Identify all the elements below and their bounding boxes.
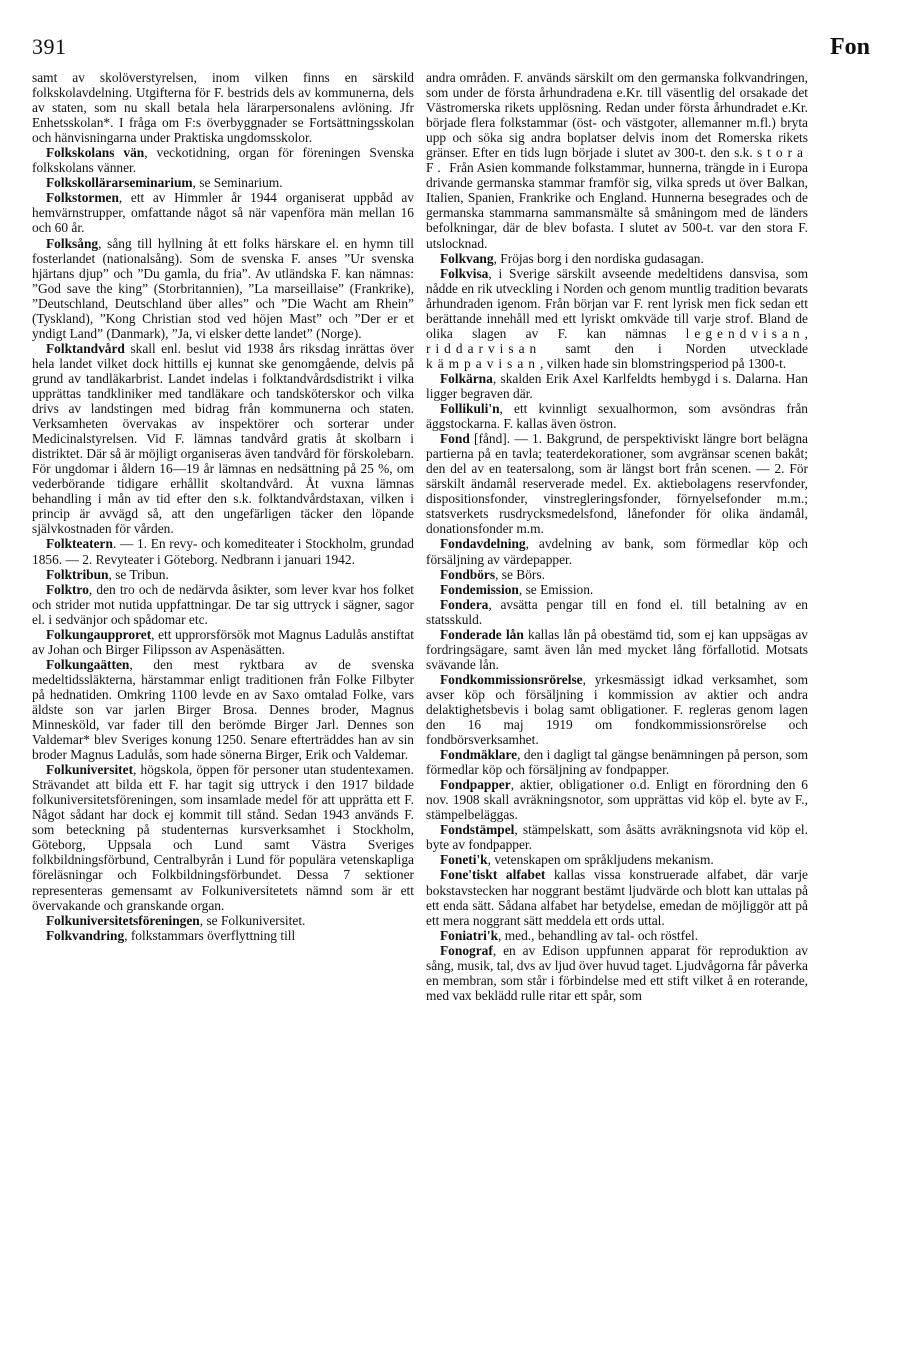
entry: Follikuli'n, ett kvinnligt sexualhormon, som avsöndras från äggstockarna. F. kallas även östron.: [426, 401, 808, 432]
entry-text: se Emission.: [525, 581, 594, 597]
entry: Folkvandring, folkstammars överflyttning till: [46, 927, 296, 943]
entry: [426, 431, 808, 536]
entry-text: stämpelskatt, som åsätts avräkningsnota vid köp el. byte av fondpapper.: [426, 822, 809, 853]
entry: Folksång, sång till hyllning åt ett folks härskare el. en hymn till fosterlandet (nationalsång). Som de svenska F. anses ”Ur svenska hjärtans djup” och ”Du gamla, du fria”. Av utländska F. kan nämnas: ”God save the king” (Storbritannien), ”La marseillaise” (Frankrike), ”Deutschland, Deutschland über alles” och ”Die Wacht am Rhein” (Tyskland), ”Kong Christian stod ved höjen Mast” och ”Der er et yndigt Land” (Danmark), ”Ja, vi elsker dette landet” (Norge).: [32, 235, 414, 341]
entry-headword: Folkuniversitetsföreningen: [46, 912, 200, 928]
entry: Foneti'k, vetenskapen om språkljudens mekanism.: [440, 852, 714, 868]
entry-text: skall enl. beslut vid 1938 års riksdag inrättas över hela landet vilket dock hittills ej kunnat ske genomgående, delvis på grund av tandläkarbrist. Landet indelas i folktandvårdsdistrikt i vilka upprättas tandkliniker med tandläkare och tandsköterskor och vilka drivs av landstingen med bidrag från kommunerna och staten. Verksamheten övervakas av inspektörer och sorterar under Medicinalstyrelsen. Vid F. lämnas tandvård gratis åt skolbarn i distriktet. Där så är möjligt organiseras även tandvård för förskolebarn. För ungdomar i åldern 16—19 år lämnas en nedsättning på 25 %, om vederbörande tidigare erhållit skoltandvård. Åt vuxna lämnas behandling i mån av tid efter den s.k. folktandvårdstaxan, vilken i princip är avvägd så, att den ungefärligen täcker den löpande självkostnaden för vården.: [32, 340, 414, 537]
entry-headword: Folkvandring: [46, 927, 125, 943]
entry-text: veckotidning, organ för föreningen Svenska folkskolans vänner.: [32, 145, 415, 176]
entry-headword: Folkteatern: [46, 536, 113, 552]
entry-headword: Follikuli'n: [440, 401, 500, 417]
entry-text: folkstammars överflyttning till: [130, 927, 296, 943]
entry: Fondstämpel, stämpelskatt, som åsätts avräkningsnota vid köp el. byte av fondpapper.: [426, 822, 809, 853]
entry: Folktribun, se Tribun.: [46, 566, 169, 582]
page-number: 391: [32, 34, 67, 59]
entry-headword: Foniatri'k: [440, 927, 499, 943]
entry-text: samt av skolöverstyrelsen, inom vilken finns en särskild folkskolavdelning. Utgifterna för F. bestrids dels av kommunerna, dels av staten, som nu skall betala hela lärarpersonalens avlöning. Jfr Enhetsskolan*. I fråga om F:s överbyggnader se Fortsättningsskolan och hänvisningarna under Praktiska ungdomsskolor.: [32, 70, 414, 146]
left-column: [32, 70, 414, 943]
entry-text: se Folkuniversitet.: [206, 912, 306, 928]
entry-headword: Folkuniversitet: [46, 762, 134, 778]
entry: Folkärna, skalden Erik Axel Karlfeldts hembygd i s. Dalarna. Han ligger begraven där.: [426, 370, 808, 401]
entry-headword: Folkvisa: [440, 265, 489, 281]
right-column: [426, 70, 808, 1003]
entry-headword: Fondstämpel: [440, 822, 515, 838]
entry-headword: Folksång: [46, 235, 99, 251]
entry: Folkskolans vän, veckotidning, organ för föreningen Svenska folkskolans vänner.: [32, 145, 415, 176]
entry: Fondavdelning, avdelning av bank, som förmedlar köp och försäljning av värdepapper.: [426, 536, 808, 567]
entry: Folkuniversitetsföreningen, se Folkuniversitet.: [46, 912, 306, 928]
entry-headword: Folkstormen: [46, 190, 119, 206]
entry-headword: Fone'tiskt alfabet: [440, 867, 546, 883]
entry-headword: Fondavdelning: [440, 536, 526, 552]
entry: Folkvisa, i Sverige särskilt avseende medeltidens dansvisa, som nådde en rik utveckling i Norden och genom muntlig tradition bevarats århundraden igenom. Från början var F. rent lyrisk men fick sedan ett berättande innehåll med ett lyriskt omkväde till varje strof. Bland de olika slagen av F. kan nämnas legendvisan, riddarvisan samt den i Norden utvecklade kämpavisan, vilken hade sin blomstringsperiod på 1300-t.: [426, 265, 809, 371]
entry: [426, 867, 808, 927]
entry-headword: Fonderade lån: [440, 626, 524, 642]
entry: Fondkommissionsrörelse, yrkesmässigt idkad verksamhet, som avser köp och försäljning i kommission av aktier och andra delaktighetsbevis i bolag samt obligationer. F. regleras genom lagen den 16 maj 1919 om fondkommissionsrörelse och fondbörsverksamhet.: [426, 671, 808, 748]
running-head: Fon: [829, 34, 870, 60]
entry-text: kallas lån på obestämd tid, som ej kan uppsägas av fordringsägare, samt även lån med mycket lång förfallotid. Motsats svävande lån.: [426, 626, 809, 672]
entry: Fonograf, en av Edison uppfunnen apparat för reproduktion av sång, musik, tal, dvs av ljud över huvud taget. Ljudvågorna får påverka en membran, som står i förbindelse med ett stift vilket å en roterande, med vax beklädd rulle ritar ett spår, som: [426, 942, 808, 1003]
entry-headword: Fondemission: [440, 581, 519, 597]
entry-headword: Fonograf: [440, 942, 493, 958]
entry-text: skalden Erik Axel Karlfeldts hembygd i s. Dalarna. Han ligger begraven där.: [426, 370, 808, 401]
entry-headword: Fondera: [440, 596, 489, 612]
entry: Folkskollärarseminarium, se Seminarium.: [46, 175, 283, 191]
entry: Folkuniversitet, högskola, öppen för personer utan studentexamen. Strävandet att bilda ett F. har tagit sig uttryck i den 1917 bildade folkuniversitetsföreningen, som insamlade medel för att upprätta ett F. Något sådant har dock ej kommit till stånd. Sedan 1943 används F. som beteckning på studenternas kursverksamhet i Stockholm, Göteborg, Uppsala och Lund samt Västra Sveriges folkbildningsförbund, Centralbyrån i Lund för populära vetenskapliga föreläsningar och Folkbildningsförbundet. Dessa 7 sektioner representeras gemensamt av Folkuniversitetets nämnd som är ett övervakande och granskande organ.: [32, 762, 414, 913]
entry-text: en av Edison uppfunnen apparat för reproduktion av sång, musik, tal, dvs av ljud över huvud taget. Ljudvågorna får påverka en membran, som står i förbindelse med ett stift vilket å en roterande, med vax beklädd rulle ritar ett spår, som: [426, 942, 808, 1003]
entry-headword: Folkärna: [440, 370, 493, 386]
entry-headword: Fond: [440, 431, 470, 447]
entry: Fondemission, se Emission.: [440, 581, 594, 597]
entry-text: i Sverige särskilt avseende medeltidens dansvisa, som nådde en rik utveckling i Norden och genom muntlig tradition bevarats århundraden igenom. Från början var F. rent lyrisk men fick sedan ett berättande innehåll med ett lyriskt omkväde till varje strof. Bland de olika slagen av F. kan nämnas: [426, 265, 808, 341]
entry-headword: Foneti'k: [440, 852, 488, 868]
entry: Fondmäklare, den i dagligt tal gängse benämningen på person, som förmedlar köp och försäljning av fondpapper.: [426, 747, 808, 778]
entry: [32, 341, 414, 537]
entry-headword: Folktribun: [46, 566, 109, 582]
entry-headword: Folktro: [46, 581, 89, 597]
entry-text: se Börs.: [501, 566, 545, 582]
entry: Folkstormen, ett av Himmler år 1944 organiserat uppbåd av hemvärnstrupper, omfattande något så när vapenföra män mellan 16 och 60 år.: [32, 190, 414, 236]
spaced-term: kämpavisan: [426, 355, 540, 371]
entry: Folkungaätten, den mest ryktbara av de svenska medeltidssläkterna, härstammar enligt traditionen från Folke Filbyter på hednatiden. Omkring 1100 levde en av Saxo omtalad Folke, vars äldste son var jarlen Birger Brosa. Dennes broder, Magnus Minnesköld, var fader till den berömde Birger Jarl. Dennes son Valdemar* blev Sveriges konung 1250. Senare efterträddes han av sin broder Magnus Ladulås, som hade sönerna Birger, Erik och Valdemar.: [32, 656, 414, 763]
entry-text: den tro och de nedärvda åsikter, som lever kvar hos folket och strider mot nutida uppfattningar. De tar sig uttryck i sägner, sagor el. i sedvänjor och spådomar etc.: [32, 581, 414, 627]
entry-text: se Seminarium.: [199, 175, 283, 191]
entry-text: ett av Himmler år 1944 organiserat uppbåd av hemvärnstrupper, omfattande något så när vapenföra män mellan 16 och 60 år.: [32, 190, 414, 236]
entry: Folktro, den tro och de nedärvda åsikter, som lever kvar hos folket och strider mot nutida uppfattningar. De tar sig uttryck i sägner, sagor el. i sedvänjor och spådomar etc.: [32, 581, 414, 627]
entry-headword: Folkungaupproret: [46, 626, 152, 642]
entry-headword: Fondkommissionsrörelse: [440, 671, 583, 687]
entry-headword: Folktandvård: [46, 340, 125, 356]
entry-text: avdelning av bank, som förmedlar köp och försäljning av värdepapper.: [426, 536, 808, 567]
entry-text: sång till hyllning åt ett folks härskare el. en hymn till fosterlandet (nationalsång). Som de svenska F. anses ”Ur svenska hjärtans djup” och ”Du gamla, du fria”. Av utländska F. kan nämnas: ”God save the king” (Storbritannien), ”La marseillaise” (Frankrike), ”Deutschland, Deutschland über alles” och ”Die Wacht am Rhein” (Tyskland), ”Kong Christian stod ved höjen Mast” och ”Der er et yndigt Land” (Danmark), ”Ja, vi elsker dette landet” (Norge).: [32, 235, 414, 341]
entry: Fondbörs, se Börs.: [440, 566, 545, 582]
entry: Folkvang, Fröjas borg i den nordiska gudasagan.: [440, 250, 704, 266]
entry-text: avsätta pengar till en fond el. till betalning av en statsskuld.: [426, 596, 808, 627]
entry: Foniatri'k, med., behandling av tal- och röstfel.: [440, 927, 699, 943]
entry-headword: Fondpapper: [440, 777, 511, 793]
spaced-term: stora F.: [426, 145, 808, 176]
entry-text: ett upprorsförsök mot Magnus Ladulås anstiftat av Johan och Birger Filipsson av Aspenäsätten.: [32, 626, 415, 657]
entry-headword: Folkvang: [440, 250, 494, 266]
entry: Fondpapper, aktier, obligationer o.d. Enligt en förordning den 6 nov. 1908 skall avräkningsnotor, som upprättas vid köp el. byte av F., stämpelbeläggas.: [426, 777, 808, 823]
entry: Fondera, avsätta pengar till en fond el. till betalning av en statsskuld.: [426, 596, 808, 627]
entry-headword: Fondbörs: [440, 566, 496, 582]
entry-text: Från Asien kommande folkstammar, hunnerna, trängde in i Europa drivande germanska stammar framför sig, vilka spreds ut över Balkan, Italien, Spanien, Frankrike och England. Hunnerna besegrades och de germanska stammarna sammansmälte så småningom med de länders befolkningar, där de blev bofasta. I slutet av 500-t. var den stora F. utslocknad.: [426, 160, 808, 251]
entry-text: Fröjas borg i den nordiska gudasagan.: [500, 250, 704, 266]
entry-text: samt den i Norden utvecklade: [565, 340, 809, 356]
entry-text: kallas vissa konstruerade alfabet, där varje bokstavstecken har noggrant bestämt ljudvärde och blott kan uttalas på ett enda sätt. Sådana alfabet har betydelse, emedan de möjliggör att på ett mera noggrant sätt meddela ett ords uttal.: [426, 867, 808, 928]
entry-text: — 1. En revy- och komediteater i Stockholm, grundad 1856. — 2. Revyteater i Göteborg. Nedbrann i januari 1942.: [32, 536, 414, 567]
entry-text: den i dagligt tal gängse benämningen på person, som förmedlar köp och försäljning av fondpapper.: [426, 747, 808, 778]
entry-text: ett kvinnligt sexualhormon, som avsöndras från äggstockarna. F. kallas även östron.: [426, 401, 808, 432]
entry-text: yrkesmässigt idkad verksamhet, som avser köp och försäljning i kommission av aktier och andra delaktighetsbevis i bolag samt obligationer. F. regleras genom lagen den 16 maj 1919 om fondkommissionsrörelse och fondbörsverksamhet.: [426, 671, 808, 748]
entry-continuation: [32, 70, 414, 145]
entry-text: se Tribun.: [115, 566, 169, 582]
entry-text: [fånd]. — 1. Bakgrund, de perspektiviskt längre bort belägna partierna på en tavla; teaterdekorationer, som avgränsar scenen bakåt; den del av en teatersalong, som är längst bort från scenen. — 2. För särskilt ändamål reserverade medel. Ex. aktiebolagens reservfonder, dispositionsfonder, vinstregleringsfonder, förnyelsefonder m.m.; statsverkets rusdrycksmedelsfond, lånefonder för olika ändamål, donationsfonder m.m.: [426, 431, 808, 537]
entry-text: den mest ryktbara av de svenska medeltidssläkterna, härstammar enligt traditionen från Folke Filbyter på hednatiden. Omkring 1100 levde en av Saxo omtalad Folke, vars äldste son var jarlen Birger Brosa. Dennes broder, Magnus Minnesköld, var fader till den berömde Birger Jarl. Dennes son Valdemar* blev Sveriges konung 1250. Senare efterträddes han av sin broder Magnus Ladulås, som hade sönerna Birger, Erik och Valdemar.: [32, 656, 414, 763]
entry-text: vilken hade sin blomstringsperiod på 1300-t.: [546, 355, 787, 371]
spaced-term: legendvisan: [685, 325, 805, 341]
entry-headword: Folkskolans vän: [46, 145, 145, 161]
spaced-term: riddarvisan: [426, 340, 542, 356]
entry: Folkteatern. — 1. En revy- och komediteater i Stockholm, grundad 1856. — 2. Revyteater i Göteborg. Nedbrann i januari 1942.: [32, 536, 414, 567]
entry: [426, 627, 808, 672]
entry-text: aktier, obligationer o.d. Enligt en förordning den 6 nov. 1908 skall avräkningsnotor, som upprättas vid köp el. byte av F., stämpelbeläggas.: [426, 777, 808, 823]
entry-headword: Folkskollärarseminarium: [46, 175, 193, 191]
entry-text: med., behandling av tal- och röstfel.: [504, 927, 699, 943]
entry-headword: Folkungaätten: [46, 656, 130, 672]
entry-text: vetenskapen om språkljudens mekanism.: [494, 852, 714, 868]
entry-text: andra områden. F. används särskilt om den germanska folkvandringen, som under de första århundradena e.Kr. till väsentlig del orsakade det Västromerska rikets upplösning. Redan under första århundradet e.Kr. började flera folkstammar (öst- och västgoter, allemanner m.fl.) bryta upp och söka sig andra boplatser delvis inom det Romerska rikets gränser. Efter en tids lugn började i slutet av 300-t. den s.k.: [426, 70, 808, 161]
entry-headword: Fondmäklare: [440, 747, 518, 763]
entry-continuation: [426, 70, 808, 251]
entry-text: högskola, öppen för personer utan studentexamen. Strävandet att bilda ett F. har tagit sig uttryck i den 1917 bildade folkuniversitetsföreningen, som insamlade medel för att upprätta ett F. Något sådant har dock ej kommit till stånd. Sedan 1943 används F. som beteckning på studenternas kursverksamhet i Stockholm, Göteborg, Uppsala och Lund samt Västra Sveriges folkbildningsförbund, Centralbyrån i Lund för populära vetenskapliga föreläsningar och Folkbildningsförbundet. Dessa 7 sektioner representeras gemensamt av Folkuniversitetets nämnd som är ett övervakande och granskande organ.: [32, 762, 414, 913]
entry: Folkungaupproret, ett upprorsförsök mot Magnus Ladulås anstiftat av Johan och Birger Filipsson av Aspenäsätten.: [32, 626, 415, 657]
